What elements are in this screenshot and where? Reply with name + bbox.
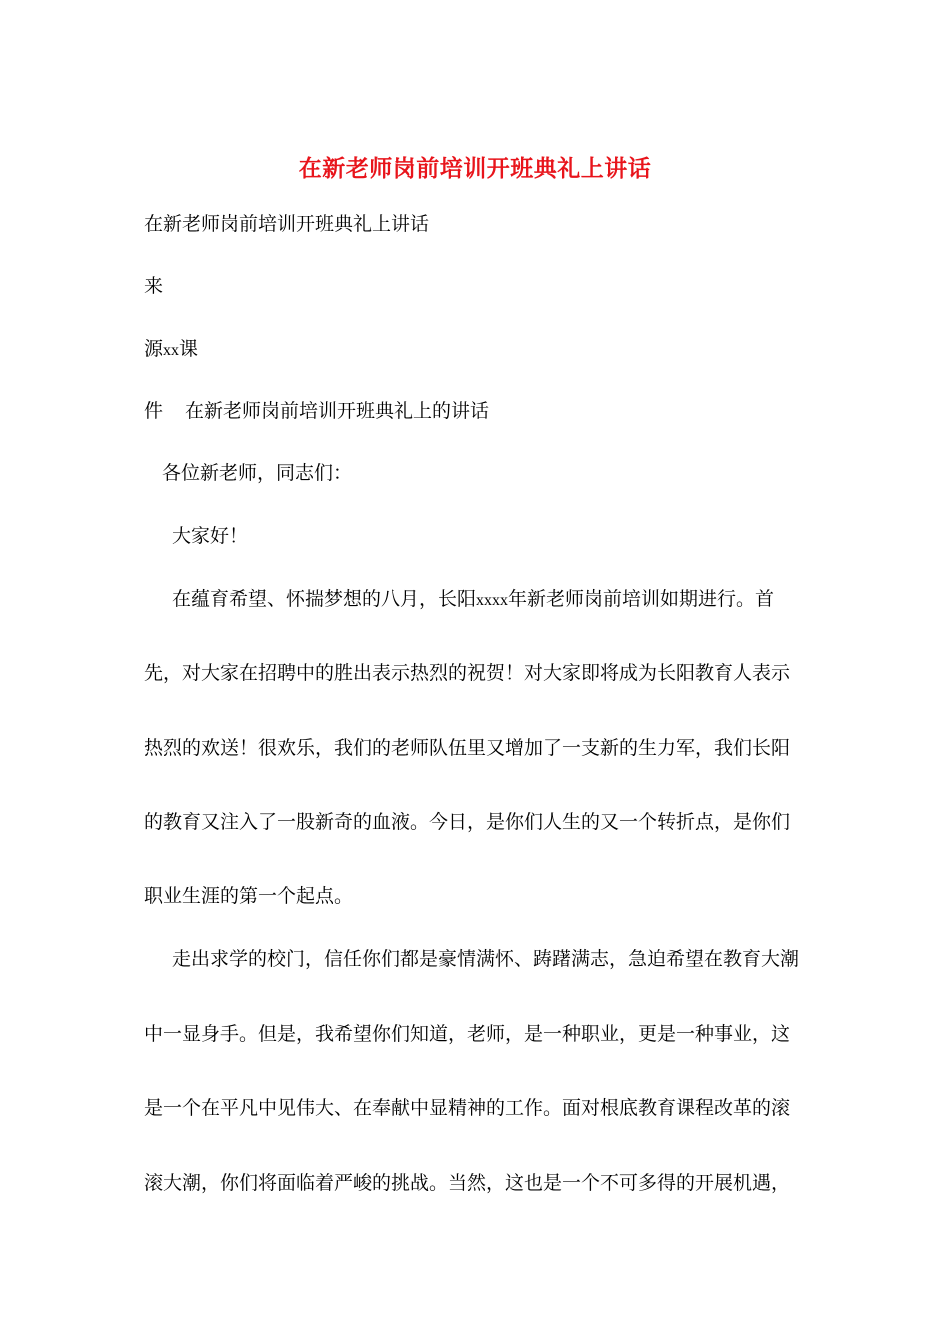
- greeting: 大家好！: [172, 525, 249, 547]
- year-placeholder: xxxx: [476, 592, 509, 609]
- paragraph-1-line-5: 职业生涯的第一个起点。: [144, 885, 354, 907]
- para1-part-b: 年新老师岗前培训如期进行。首: [508, 588, 775, 610]
- source-placeholder: xx: [163, 342, 180, 359]
- paragraph-1-line-3: 热烈的欢送！很欢乐，我们的老师队伍里又增加了一支新的生力军，我们长阳: [144, 737, 791, 759]
- document-title: 在新老师岗前培训开班典礼上讲话: [298, 155, 652, 182]
- paragraph-1-line-2: 先，对大家在招聘中的胜出表示热烈的祝贺！对大家即将成为长阳教育人表示: [144, 662, 791, 684]
- paragraph-2-line-3: 是一个在平凡中见伟大、在奉献中显精神的工作。面对根底教育课程改革的滚: [144, 1097, 791, 1119]
- heading-prefix: 件: [144, 400, 164, 422]
- subtitle-line: 在新老师岗前培训开班典礼上讲话: [144, 213, 430, 235]
- heading-line: [144, 398, 489, 424]
- source-char: 源: [144, 338, 164, 360]
- salutation: 各位新老师，同志们：: [162, 462, 353, 484]
- paragraph-2-line-1: 走出求学的校门，信任你们都是豪情满怀、踌躇满志，急迫希望在教育大潮: [172, 948, 800, 970]
- para1-part-a: 在蕴育希望、怀揣梦想的八月，长阳: [172, 588, 477, 610]
- heading-text: 在新老师岗前培训开班典礼上的讲话: [185, 400, 490, 422]
- source-line-2: [144, 336, 198, 364]
- paragraph-1-line-1: [172, 586, 774, 614]
- source-char-2: 课: [179, 338, 199, 360]
- paragraph-1-line-4: 的教育又注入了一股新奇的血液。今日，是你们人生的又一个转折点，是你们: [144, 811, 791, 833]
- source-line-1: 来: [144, 275, 164, 297]
- paragraph-2-line-2: 中一显身手。但是，我希望你们知道，老师，是一种职业，更是一种事业，这: [144, 1023, 791, 1045]
- paragraph-2-line-4: 滚大潮，你们将面临着严峻的挑战。当然，这也是一个不可多得的开展机遇，: [144, 1172, 791, 1194]
